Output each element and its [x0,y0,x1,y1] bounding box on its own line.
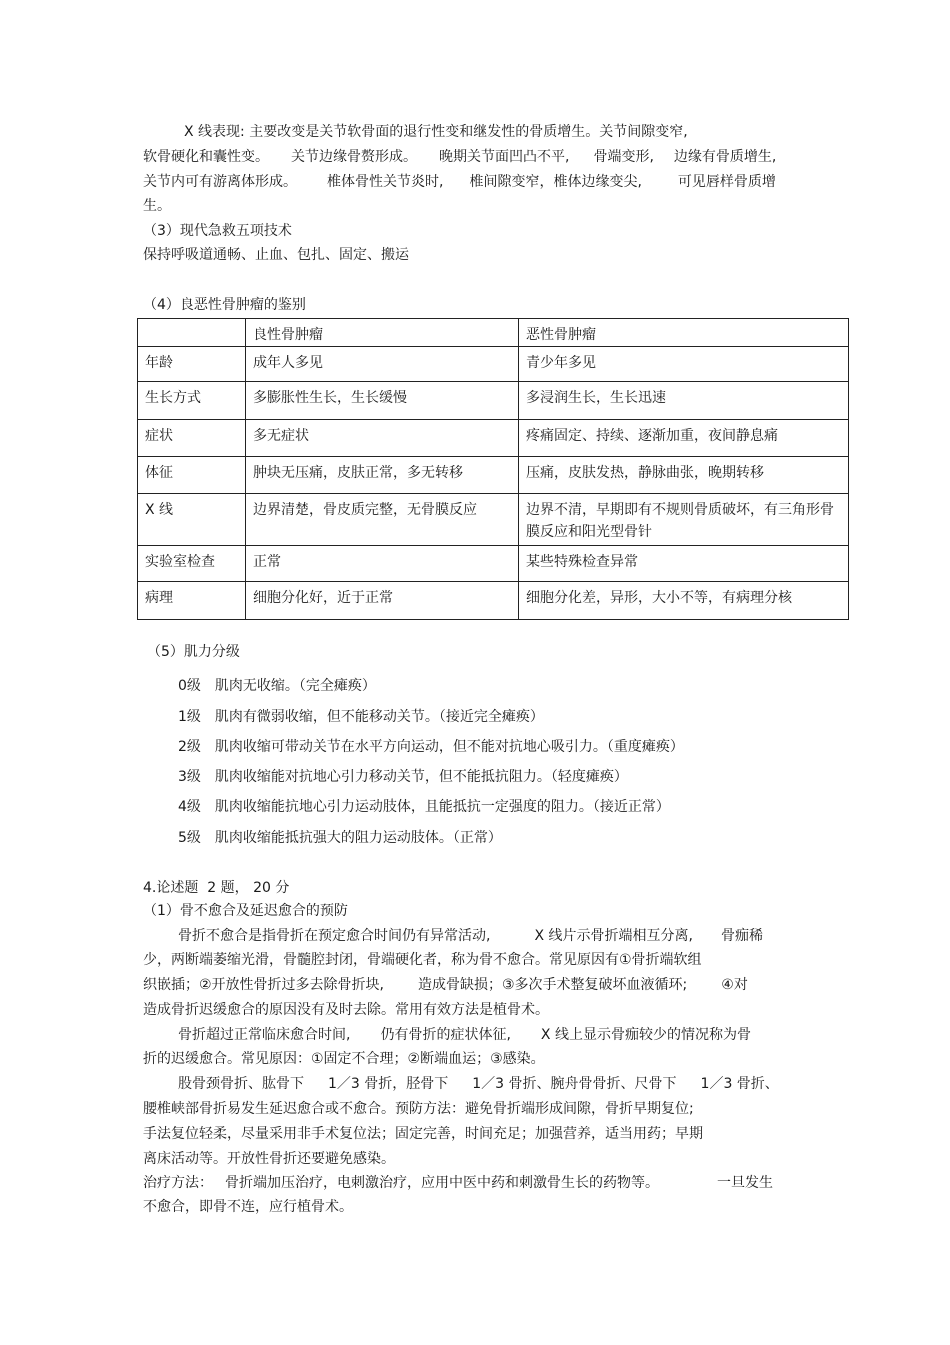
text-line [178,1075,779,1093]
text-segment: 关节边缘骨赘形成。 [291,149,417,165]
list-item [178,829,502,847]
malignant-cell: 多浸润生长，生长迅速 [519,382,849,420]
text-segment: 股骨颈骨折、肱骨下 [178,1076,304,1092]
text-segment: 骨痂稀 [720,928,763,944]
text-segment: 1／3 骨折、腕舟骨骨折、尺骨下 [472,1076,677,1092]
table-row [138,582,849,620]
list-item [178,798,670,816]
malignant-cell: 压痛，皮肤发热，静脉曲张，晚期转移 [519,457,849,494]
text-segment: 关节内可有游离体形成。 [143,174,297,190]
header-cell: 良性骨肿瘤 [246,319,519,347]
xray-line-1: X 线表现: 主要改变是关节软骨面的退行性变和继发性的骨质增生。关节间隙变窄, [184,124,688,140]
text-segment: 边缘有骨质增生, [673,149,777,165]
table-row [138,546,849,582]
essay-subheading: （1）骨不愈合及延迟愈合的预防 [143,903,348,919]
text-line: 少，两断端萎缩光滑，骨髓腔封闭，骨端硬化者，称为骨不愈合。常见原因有①骨折端软组 [143,952,702,968]
grade-level: 4级 [178,799,201,815]
benign-cell: 成年人多见 [246,347,519,382]
malignant-cell: 疼痛固定、持续、逐渐加重，夜间静息痛 [519,420,849,457]
text-segment: 椎体骨性关节炎时, [327,174,444,190]
grade-desc: 肌肉收缩可带动关节在水平方向运动，但不能对抗地心吸引力。（重度瘫痪） [214,739,684,755]
text-segment: 骨折不愈合是指骨折在预定愈合时间仍有异常活动, [178,928,491,944]
table-row [138,494,849,546]
text-segment: 椎间隙变窄，椎体边缘变尖, [469,174,642,190]
row-label-cell: 实验室检查 [138,546,246,582]
row-label-cell: 症状 [138,420,246,457]
section-3-heading: （3）现代急救五项技术 [143,223,292,239]
header-cell [138,319,246,347]
grade-level: 3级 [178,769,201,785]
tumor-comparison-table [137,318,849,620]
malignant-cell: 青少年多见 [519,347,849,382]
benign-cell: 细胞分化好，近于正常 [246,582,519,620]
text-line [143,1174,773,1192]
text-segment: 1／3 骨折、 [700,1076,779,1092]
xray-line-2 [143,148,776,166]
list-item [178,738,684,756]
text-segment: 晚期关节面凹凸不平, [439,149,570,165]
text-segment: 骨折端加压治疗，电刺激治疗，应用中医中药和刺激骨生长的药物等。 [225,1175,659,1191]
grade-desc: 肌肉收缩能抵抗强大的阻力运动肢体。（正常） [214,830,502,846]
text-segment: 骨折超过正常临床愈合时间, [178,1027,351,1043]
table-header-row [138,319,849,347]
text-line: 折的迟缓愈合。常见原因：①固定不合理；②断端血运；③感染。 [143,1051,545,1067]
row-label-cell: 体征 [138,457,246,494]
table-row [138,457,849,494]
grade-desc: 肌肉有微弱收缩，但不能移动关节。（接近完全瘫痪） [214,709,544,725]
text-segment: 软骨硬化和囊性变。 [143,149,269,165]
section-5-heading: （5）肌力分级 [147,644,240,660]
text-segment: 一旦发生 [717,1175,773,1191]
malignant-cell: 细胞分化差，异形，大小不等，有病理分核 [519,582,849,620]
text-segment: X 线片示骨折端相互分离, [534,928,693,944]
list-item [178,677,376,695]
list-item [178,708,544,726]
header-cell: 恶性骨肿瘤 [519,319,849,347]
row-label-cell: X 线 [138,494,246,546]
grade-desc: 肌肉收缩能抗地心引力运动肢体，且能抵抗一定强度的阻力。（接近正常） [214,799,670,815]
text-line [143,976,748,994]
table-row [138,382,849,420]
table-row [138,420,849,457]
text-segment: 骨端变形, [593,149,654,165]
benign-cell: 多无症状 [246,420,519,457]
text-line: 腰椎峡部骨折易发生延迟愈合或不愈合。预防方法：避免骨折端形成间隙，骨折早期复位; [143,1101,694,1117]
row-label-cell: 生长方式 [138,382,246,420]
grade-level: 1级 [178,709,201,725]
text-segment: ④对 [721,977,748,993]
grade-level: 0级 [178,678,201,694]
xray-line-4: 生。 [143,198,171,214]
text-line [178,1026,751,1044]
text-line: 离床活动等。开放性骨折还要避免感染。 [143,1151,395,1167]
text-line: 造成骨折迟缓愈合的原因没有及时去除。常用有效方法是植骨术。 [143,1002,549,1018]
text-line [178,927,763,945]
benign-cell: 多膨胀性生长，生长缓慢 [246,382,519,420]
row-label-cell: 年龄 [138,347,246,382]
text-segment: 可见唇样骨质增 [677,174,776,190]
malignant-cell: 某些特殊检查异常 [519,546,849,582]
table-row [138,347,849,382]
text-segment: 织嵌插；②开放性骨折过多去除骨折块, [143,977,384,993]
row-label-cell: 病理 [138,582,246,620]
benign-cell: 正常 [246,546,519,582]
benign-cell: 肿块无压痛，皮肤正常，多无转移 [246,457,519,494]
text-segment: 仍有骨折的症状体征, [380,1027,511,1043]
text-line: 不愈合，即骨不连，应行植骨术。 [143,1199,353,1215]
benign-cell: 边界清楚，骨皮质完整，无骨膜反应 [246,494,519,546]
grade-desc: 肌肉无收缩。（完全瘫痪） [214,678,376,694]
grade-level: 2级 [178,739,201,755]
grade-desc: 肌肉收缩能对抗地心引力移动关节，但不能抵抗阻力。（轻度瘫痪） [214,769,628,785]
essay-heading: 4.论述题 2 题， 20 分 [143,880,290,896]
section-4-heading: （4）良恶性骨肿瘤的鉴别 [143,297,306,313]
text-segment: 造成骨缺损；③多次手术整复破坏血液循环; [418,977,688,993]
list-item [178,768,628,786]
grade-level: 5级 [178,830,201,846]
section-3-text: 保持呼吸道通畅、止血、包扎、固定、搬运 [143,247,409,263]
malignant-cell: 边界不清，早期即有不规则骨质破坏，有三角形骨膜反应和阳光型骨针 [519,494,849,546]
text-line: 手法复位轻柔，尽量采用非手术复位法；固定完善，时间充足；加强营养，适当用药；早期 [143,1126,703,1142]
xray-line-3 [143,173,776,191]
text-segment: X 线上显示骨痂较少的情况称为骨 [540,1027,751,1043]
text-segment: 治疗方法： [143,1175,213,1191]
text-segment: 1／3 骨折，胫骨下 [328,1076,449,1092]
